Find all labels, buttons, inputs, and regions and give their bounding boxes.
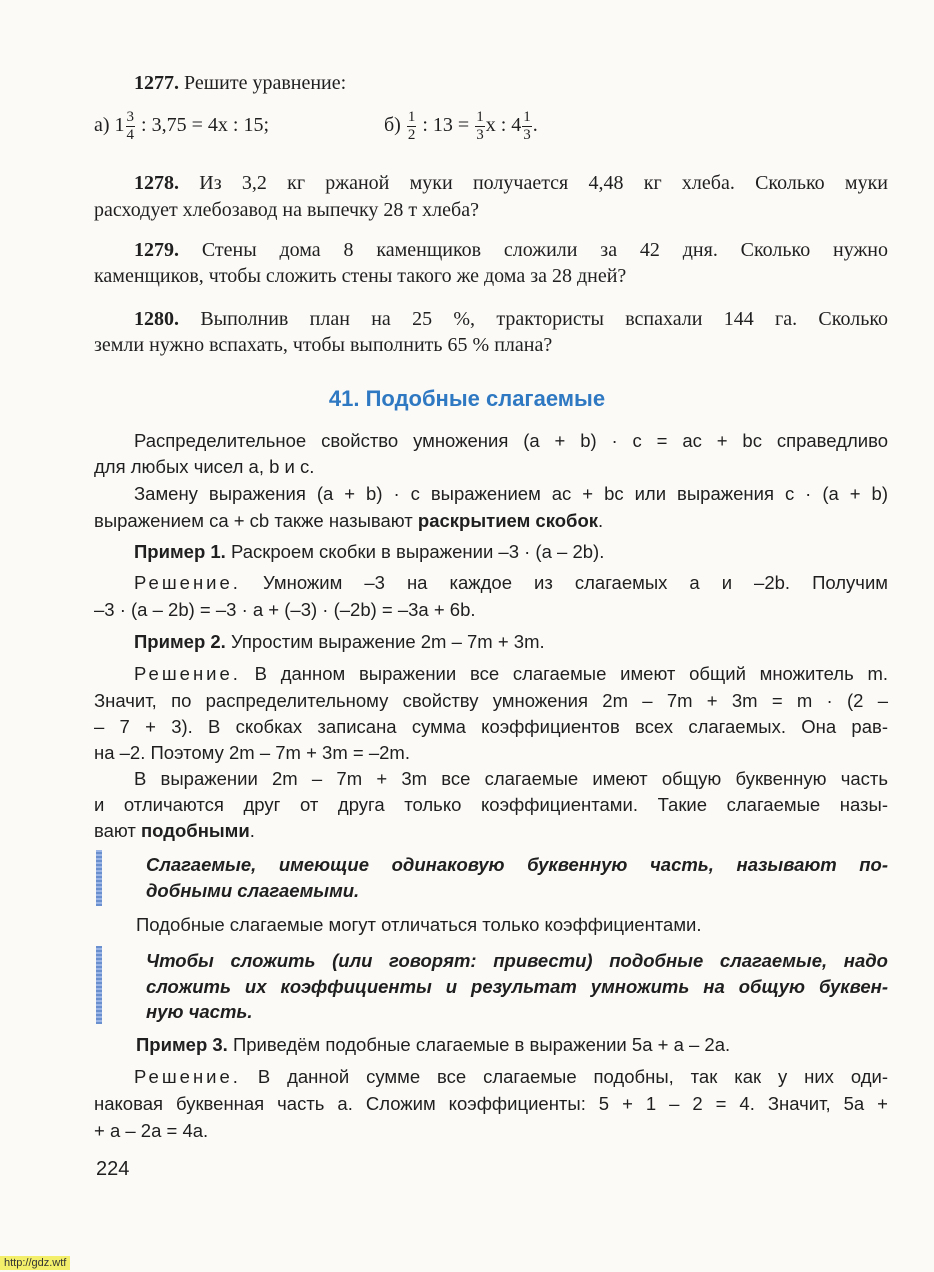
problem-1278-line1: 1278. Из 3,2 кг ржаной муки получается 4,48 кг хлеба. Сколько муки [134,172,889,194]
paragraph-3-line3: вают подобными. [94,820,255,841]
example-3: Пример 3. Приведём подобные слагаемые в выражении 5a + a – 2a. [136,1034,731,1055]
solution-label: Решение. [134,1066,241,1087]
problem-1277-b: б) $\frac{1}{2}$ : 13 = $\frac{1}{3}$ x : 4 $\frac{1}{3}$ . [384,109,538,143]
paragraph-3-line1: В выражении 2m – 7m + 3m все слагаемые имеют общую буквенную часть [134,768,888,789]
problem-1279-line2: каменщиков, чтобы сложить стены такого же дома за 28 дней? [94,265,627,287]
part-a-equation: : 3,75 = 4x : 15; [141,114,269,137]
rule-line3: ную часть. [146,1001,253,1022]
part-b-text: x : 4 [485,114,522,137]
paragraph-1-line1: Распределительное свойство умножения (a + b) · c = ac + bc справедливо [134,430,888,451]
definition-line2: добными слагаемыми. [146,880,360,901]
fraction: $\frac{1}{3}$ [476,109,484,143]
fraction: $\frac{3}{4}$ [126,109,135,143]
solution-1-line1: Решение. Умножим –3 на каждое из слагаемых a и –2b. Получим [134,572,888,593]
problem-number: 1279. [134,239,179,261]
solution-label: Решение. [134,572,241,593]
example-1: Пример 1. Раскроем скобки в выражении –3 · (a – 2b). [134,541,605,562]
page-number: 224 [96,1158,130,1180]
fraction: $\frac{1}{2}$ [407,109,416,143]
solution-3-line1: Решение. В данной сумме все слагаемые подобны, так как у них оди- [134,1066,888,1087]
definition-line1: Слагаемые, имеющие одинаковую буквенную часть, называют по- [146,854,888,875]
paragraph-3-line2: и отличаются друг от друга только коэффициентами. Такие слагаемые назы- [94,794,888,815]
solution-2-line1: Решение. В данном выражении все слагаемые имеют общий множитель m. [134,663,888,684]
rule-line1: Чтобы сложить (или говорят: привести) подобные слагаемые, надо [146,950,888,971]
solution-2-line2: Значит, по распределительному свойству умножения 2m – 7m + 3m = m · (2 – [94,690,888,711]
paragraph-2-line2: выражением ca + cb также называют раскрытием скобок. [94,510,604,531]
part-a-label: а) 1 [94,114,125,137]
fraction: $\frac{1}{3}$ [523,109,531,143]
term-similar: подобными [141,820,250,841]
watermark-link[interactable]: http://gdz.wtf [0,1256,70,1270]
problem-number: 1278. [134,172,179,194]
section-title: 41. Подобные слагаемые [328,386,606,411]
problem-1278-line2: расходует хлебозавод на выпечку 28 т хлеба? [94,199,479,221]
solution-3-line2: наковая буквенная часть a. Сложим коэффициенты: 5 + 1 – 2 = 4. Значит, 5a + [94,1093,888,1114]
solution-2-line3: – 7 + 3). В скобках записана сумма коэффициентов всех слагаемых. Она рав- [94,716,888,737]
term-expanding-brackets: раскрытием скобок [417,510,599,531]
paragraph-2-line1: Замену выражения (a + b) · c выражением ac + bc или выражения c · (a + b) [134,483,888,504]
example-label: Пример 2. [134,631,226,652]
example-label: Пример 3. [136,1034,228,1055]
problem-text: Решите уравнение: [184,72,347,94]
problem-number: 1277. [134,72,179,94]
problem-1277-a [94,110,269,143]
solution-3-line3: + a – 2a = 4a. [94,1120,209,1141]
solution-label: Решение. [134,663,241,684]
rule-bar [96,946,102,1024]
note-line: Подобные слагаемые могут отличаться только коэффициентами. [136,914,702,935]
problem-1280-line1: 1280. Выполнив план на 25 %, трактористы вспахали 144 га. Сколько [134,308,889,330]
problem-1277 [134,72,346,95]
problem-1280-line2: земли нужно вспахать, чтобы выполнить 65 % плана? [94,334,553,356]
solution-1-line2: –3 · (a – 2b) = –3 · a + (–3) · (–2b) = –3a + 6b. [94,599,476,620]
paragraph-1-line2: для любых чисел a, b и c. [94,456,315,477]
example-label: Пример 1. [134,541,226,562]
part-b-label: б) [384,114,401,137]
solution-2-line4: на –2. Поэтому 2m – 7m + 3m = –2m. [94,742,410,763]
rule-line2: сложить их коэффициенты и результат умножить на общую буквен- [146,976,888,997]
example-2: Пример 2. Упростим выражение 2m – 7m + 3m. [134,631,545,652]
part-b-text: : 13 = [422,114,470,137]
definition-bar [96,850,102,906]
problem-number: 1280. [134,308,179,330]
problem-1279-line1: 1279. Стены дома 8 каменщиков сложили за 42 дня. Сколько нужно [134,239,889,261]
